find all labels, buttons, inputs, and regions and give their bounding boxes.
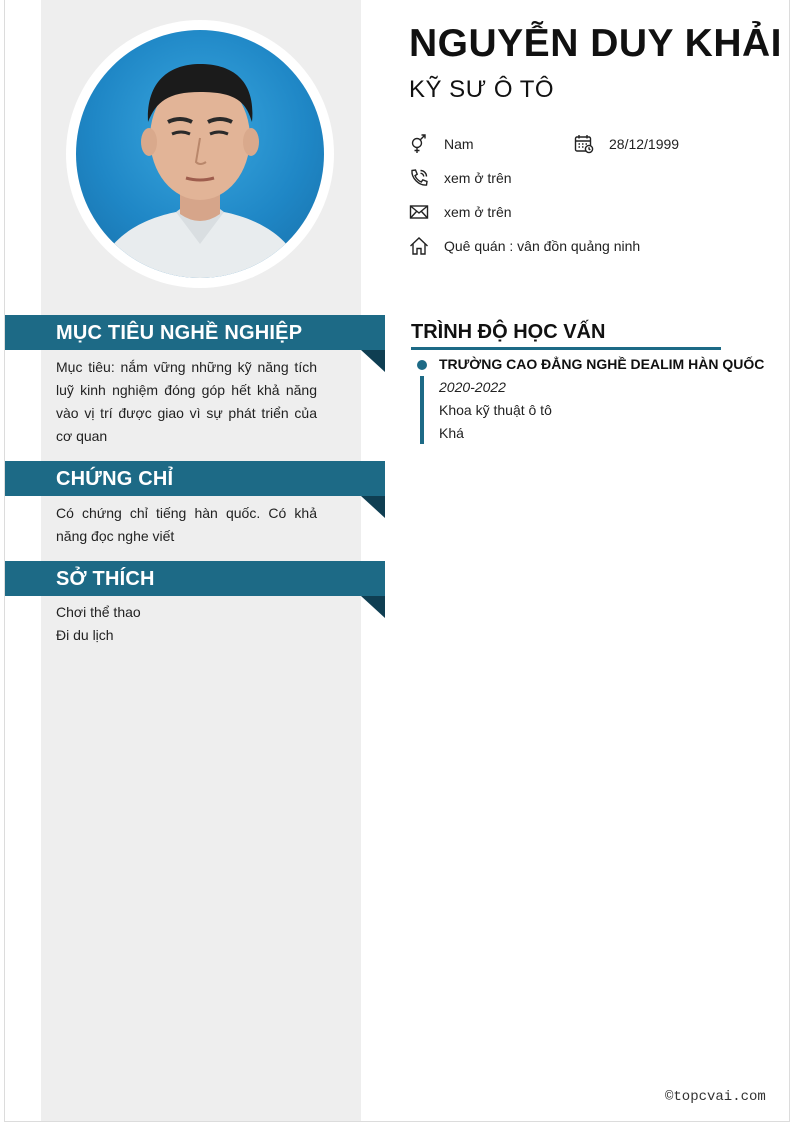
avatar-photo	[76, 30, 324, 278]
hobby-item: Chơi thể thao	[56, 604, 141, 620]
watermark: ©topcvai.com	[665, 1089, 766, 1105]
mail-icon	[409, 202, 429, 222]
education-time: 2020-2022	[439, 379, 506, 395]
job-title: KỸ SƯ Ô TÔ	[409, 76, 555, 103]
hometown-value: Quê quán : vân đồn quảng ninh	[444, 238, 641, 254]
home-icon	[409, 236, 429, 256]
email-value: xem ở trên	[444, 204, 512, 220]
education-grade: Khá	[439, 425, 464, 441]
certificates-text: Có chứng chỉ tiếng hàn quốc. Có khả năng đọc nghe viết	[56, 505, 317, 544]
gender-value: Nam	[444, 136, 474, 152]
candidate-name: NGUYỄN DUY KHẢI	[409, 22, 782, 65]
objective-text: Mục tiêu: nắm vững những kỹ năng tích luỹ kinh nghiệm đóng góp hết khả năng vào vị trí được giao vì sự phát triển của cơ quan	[56, 359, 317, 444]
objective-title: MỤC TIÊU NGHỀ NGHIỆP	[5, 315, 385, 350]
timeline-line	[420, 376, 424, 444]
birthday-value: 28/12/1999	[609, 136, 680, 152]
education-title: TRÌNH ĐỘ HỌC VẤN	[411, 318, 721, 350]
ribbon-fold	[361, 496, 385, 518]
portrait-image	[76, 30, 324, 278]
avatar-frame	[66, 20, 334, 288]
gender-icon	[409, 134, 429, 154]
ribbon-fold	[361, 350, 385, 372]
hobby-item: Đi du lịch	[56, 627, 114, 643]
calendar-icon	[574, 134, 594, 154]
hobbies-title: SỞ THÍCH	[5, 561, 385, 596]
education-school: TRƯỜNG CAO ĐẲNG NGHỀ DEALIM HÀN QUỐC	[439, 356, 765, 372]
phone-icon	[409, 168, 429, 188]
hobbies-list	[56, 601, 317, 647]
timeline-dot	[417, 360, 427, 370]
phone-value: xem ở trên	[444, 170, 512, 186]
cv-page	[4, 0, 790, 1122]
education-major: Khoa kỹ thuật ô tô	[439, 402, 552, 418]
certificates-title: CHỨNG CHỈ	[5, 461, 385, 496]
ribbon-fold	[361, 596, 385, 618]
